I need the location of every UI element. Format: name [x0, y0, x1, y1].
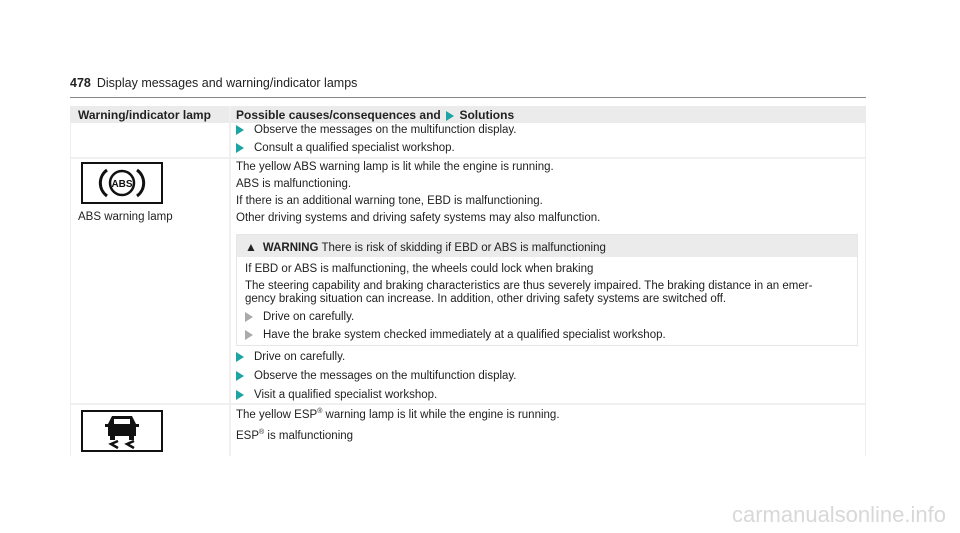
list-item [245, 311, 354, 323]
page-header [70, 76, 357, 90]
arrow-icon [236, 390, 244, 400]
arrow-icon [236, 371, 244, 381]
page-number: 478 [70, 76, 91, 90]
arrow-icon [446, 111, 454, 121]
warning-header [237, 235, 857, 257]
table-right-border [865, 123, 866, 456]
bullet-text: Observe the messages on the multifunction display. [254, 370, 517, 382]
bullet-text: Consult a qualified specialist workshop. [254, 142, 455, 154]
bullet-text: Have the brake system checked immediately at a qualified specialist workshop. [263, 329, 666, 341]
page-title: Display messages and warning/indicator lamps [96, 76, 358, 90]
lamp-label: ABS warning lamp [78, 211, 173, 223]
list-item [236, 351, 345, 363]
text-line: The yellow ABS warning lamp is lit while the engine is running. [236, 161, 554, 173]
list-item [236, 124, 517, 136]
esp-warning-icon [81, 410, 163, 452]
arrow-icon [236, 125, 244, 135]
warning-box [236, 234, 858, 346]
warning-text: gency braking situation can increase. In addition, other driving safety systems are switched off. [245, 293, 727, 305]
svg-text:ABS: ABS [111, 179, 133, 190]
watermark: carmanualsonline.info [731, 502, 946, 527]
text-line: ABS is malfunctioning. [236, 178, 352, 190]
list-item [236, 389, 437, 401]
warning-title: There is risk of skidding if EBD or ABS is malfunctioning [321, 242, 606, 254]
text-line: If there is an additional warning tone, EBD is malfunctioning. [236, 195, 543, 207]
warning-label: WARNING [262, 242, 319, 254]
row-divider [70, 403, 866, 405]
header-divider [70, 97, 866, 98]
row-divider [70, 157, 866, 159]
bullet-text: Observe the messages on the multifunction display. [254, 124, 517, 136]
list-item [236, 142, 455, 154]
warning-icon: ▲ [245, 240, 257, 254]
arrow-icon [236, 143, 244, 153]
abs-warning-icon [81, 162, 163, 204]
warning-text: The steering capability and braking characteristics are thus severely impaired. The braking distance in an emer- [245, 280, 813, 292]
arrow-icon [245, 312, 253, 322]
col-header-lamp: Warning/indicator lamp [78, 108, 211, 122]
text-line: ESP® is malfunctioning [236, 429, 354, 442]
arrow-icon [245, 330, 253, 340]
warning-text: If EBD or ABS is malfunctioning, the wheels could lock when braking [245, 263, 594, 275]
list-item [236, 370, 517, 382]
table-left-border [70, 123, 71, 456]
table-header [70, 106, 866, 123]
arrow-icon [236, 352, 244, 362]
text-line: Other driving systems and driving safety systems may also malfunction. [236, 212, 601, 224]
col-header-causes: Possible causes/consequences and Solutions [236, 108, 515, 122]
list-item [245, 329, 666, 341]
bullet-text: Visit a qualified specialist workshop. [254, 389, 438, 401]
text-line: The yellow ESP® warning lamp is lit while the engine is running. [236, 408, 560, 421]
bullet-text: Drive on carefully. [263, 311, 355, 323]
bullet-text: Drive on carefully. [254, 351, 346, 363]
